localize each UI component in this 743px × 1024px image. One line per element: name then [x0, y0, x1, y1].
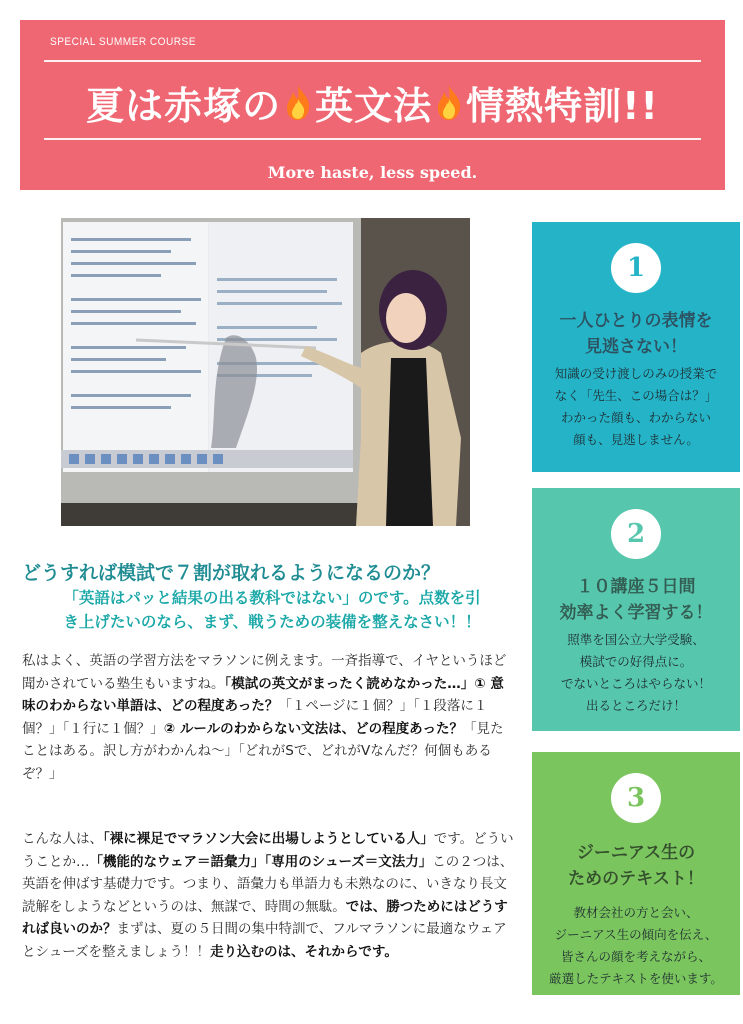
- article-heading: どうすれば模試で７割が取れるようになるのか？: [22, 562, 441, 584]
- feature-number-badge: 3: [611, 773, 661, 823]
- text-run-bold: 「裸に裸足でマラソン大会に出場しようとしている人」: [103, 831, 434, 847]
- article-subheading: [22, 586, 522, 634]
- divider-top: [44, 60, 701, 62]
- feature-title-line: １０講座５日間: [576, 577, 696, 597]
- feature-title-line: 一人ひとりの表情を: [559, 311, 713, 331]
- feature-line: わかった顔も、わからない: [560, 410, 711, 425]
- text-run: です。どういうことか…: [22, 831, 514, 870]
- feature-title-line: 見逃さない！: [585, 337, 687, 357]
- text-run: 「見たことはある。訳し方がわかんね〜」「どれがSで、どれがVなんだ？何個もあるぞ？」: [22, 720, 504, 782]
- feature-title-line: ためのテキスト！: [568, 869, 704, 889]
- fire-icon: [283, 83, 313, 121]
- feature-line: 出るところだけ！: [585, 698, 686, 713]
- article-paragraph-2: [22, 828, 516, 963]
- feature-line: 照準を国公立大学受験、: [567, 632, 705, 647]
- feature-line: 皆さんの顔を考えながら、: [560, 949, 711, 964]
- text-run: 「１ページに１個？」「１段落に１個？」「１行に１個？」: [22, 698, 488, 737]
- feature-line: 顔も、見逃しません。: [573, 432, 699, 447]
- feature-description: [536, 363, 736, 451]
- subheading-line: き上げたいのなら、まず、戦うための装備を整えなさい！！: [63, 613, 481, 631]
- feature-title: [532, 574, 740, 626]
- feature-line: なく「先生、この場合は？」: [554, 388, 718, 403]
- text-run-bold: ② ルールのわからない文法は、どの程度あった？: [163, 720, 463, 737]
- text-run: 私はよく、英語の学習方法をマラソンに例えます。一斉指導で、イヤというほど聞かされている塾生もいますね。: [22, 653, 507, 692]
- feature-line: 知識の受け渡しのみの授業で: [554, 366, 718, 381]
- feature-description: [536, 629, 736, 717]
- article-paragraph-1: [22, 650, 516, 785]
- title-part-2: 英文法: [315, 83, 433, 128]
- feature-title-line: 効率よく学習する！: [559, 603, 713, 623]
- text-run-bold: では、勝つためにはどうすれば良いのか？: [22, 898, 508, 937]
- classroom-photo: [61, 218, 470, 526]
- fire-icon: [434, 83, 464, 121]
- feature-card-1: [532, 222, 740, 472]
- feature-title: [532, 308, 740, 360]
- feature-card-3: [532, 752, 740, 995]
- text-run: まずは、夏の５日間の集中特訓で、フルマラソンに最適なウェアとシューズを整えましょう！！: [22, 921, 507, 960]
- feature-number-badge: 2: [611, 509, 661, 559]
- text-run: こんな人は、: [22, 831, 103, 847]
- tagline: More haste, less speed.: [267, 163, 478, 182]
- divider-bottom: [44, 138, 701, 140]
- title-part-1: 夏は赤塚の: [86, 83, 282, 128]
- page-title: [44, 72, 701, 132]
- course-eyebrow: SPECIAL SUMMER COURSE: [50, 36, 196, 48]
- feature-title: [532, 840, 740, 892]
- header-banner: [20, 20, 725, 190]
- title-part-3: 情熱特訓!!: [466, 83, 659, 128]
- feature-line: 模試での好得点に。: [579, 654, 693, 669]
- feature-line: ジーニアス生の傾向を伝え、: [554, 927, 718, 942]
- text-run: この２つは、英語を伸ばす基礎力です。つまり、語彙力も単語力も未熟なのに、いきなり長文読解をしようなどというのは、無謀で、時間の無駄。: [22, 853, 514, 915]
- text-run-bold: 「機能的なウェア＝語彙力」「専用のシューズ＝文法力」: [89, 853, 433, 870]
- feature-line: 教材会社の方と会い、: [573, 905, 699, 920]
- feature-number-badge: 1: [611, 243, 661, 293]
- feature-card-2: [532, 488, 740, 731]
- feature-title-line: ジーニアス生の: [576, 843, 696, 863]
- feature-description: [536, 902, 736, 990]
- feature-line: でないところはやらない！: [560, 676, 711, 691]
- text-run-bold: 走り込むのは、それからです。: [210, 943, 398, 960]
- subheading-line: 「英語はパッと結果の出る教科ではない」のです。点数を引: [63, 589, 481, 607]
- feature-line: 厳選したテキストを使います。: [549, 971, 723, 986]
- classroom-photo-illustration: [61, 218, 470, 526]
- text-run-bold: 「模試の英文がまったく読めなかった…」① 意味のわからない単語は、どの程度あった？: [22, 675, 504, 714]
